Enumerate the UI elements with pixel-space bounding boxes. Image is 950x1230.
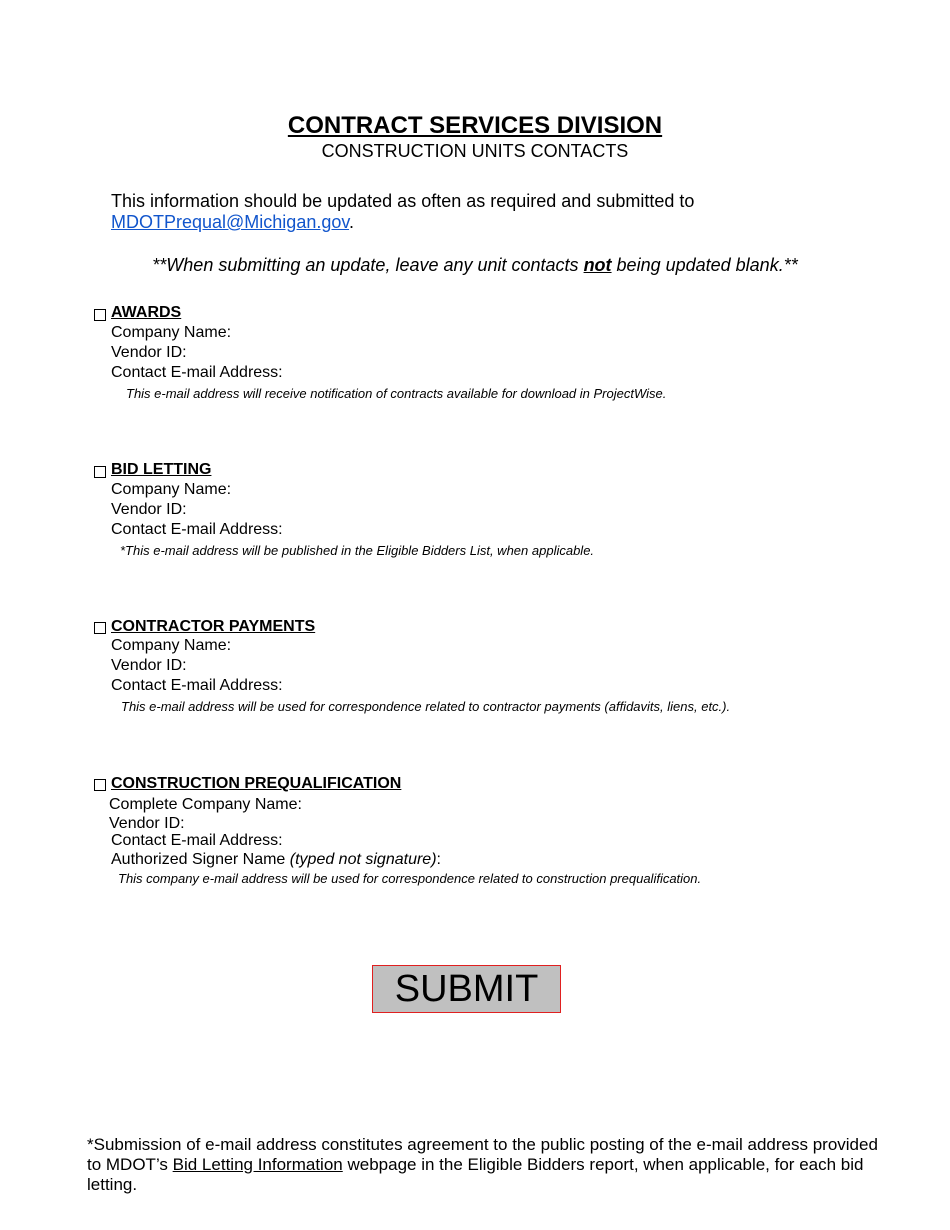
prequal-email-label: Contact E-mail Address:: [111, 832, 283, 849]
section-heading-awards: AWARDS: [111, 304, 182, 321]
signer-label-colon: :: [436, 851, 441, 868]
instruction-before: **When submitting an update, leave any unit contacts: [152, 255, 584, 275]
prequal-note: This company e-mail address will be used for correspondence related to construction prequalification.: [118, 871, 702, 886]
awards-note: This e-mail address will receive notification of contracts available for download in ProjectWise.: [126, 386, 667, 401]
contractor-payments-checkbox[interactable]: [94, 622, 106, 634]
section-heading-prequalification: CONSTRUCTION PREQUALIFICATION: [111, 775, 402, 792]
instruction-emphasis: not: [583, 255, 612, 275]
signer-label-text: Authorized Signer Name: [111, 851, 290, 868]
section-heading-contractor-payments: CONTRACTOR PAYMENTS: [111, 618, 316, 635]
footnote-after: webpage in the Eligible Bidders report, when applicable, for each bid letting.: [87, 1155, 864, 1194]
intro-text: This information should be updated as often as required and submitted to: [111, 191, 695, 211]
instruction-after: being updated blank.**: [611, 255, 798, 275]
prequal-company-name-label: Complete Company Name:: [109, 796, 302, 813]
payments-note: This e-mail address will be used for correspondence related to contractor payments (affidavits, liens, etc.).: [121, 699, 731, 714]
awards-checkbox[interactable]: [94, 309, 106, 321]
footnote-before: *Submission of e-mail address constitutes agreement to the public posting of the e-mail address provided to MDOT’s: [87, 1135, 878, 1174]
awards-vendor-id-label: Vendor ID:: [111, 344, 187, 361]
submit-button[interactable]: SUBMIT: [372, 965, 561, 1013]
update-instruction: [0, 255, 950, 276]
bid-letting-vendor-id-label: Vendor ID:: [111, 501, 187, 518]
intro-period: .: [349, 212, 355, 232]
awards-company-name-label: Company Name:: [111, 324, 232, 341]
email-link[interactable]: MDOTPrequal@Michigan.gov: [111, 212, 350, 232]
prequal-vendor-id-label: Vendor ID:: [109, 815, 185, 832]
payments-email-label: Contact E-mail Address:: [111, 677, 283, 694]
bid-letting-note: *This e-mail address will be published in the Eligible Bidders List, when applicable.: [120, 543, 595, 558]
page-subtitle: CONSTRUCTION UNITS CONTACTS: [321, 141, 629, 161]
bid-letting-company-name-label: Company Name:: [111, 481, 232, 498]
page-title: CONTRACT SERVICES DIVISION: [287, 112, 663, 139]
signer-label-italic: (typed not signature): [289, 851, 437, 868]
section-heading-bid-letting: BID LETTING: [111, 461, 212, 478]
payments-vendor-id-label: Vendor ID:: [111, 657, 187, 674]
payments-company-name-label: Company Name:: [111, 637, 232, 654]
prequal-signer-label: [111, 851, 441, 869]
bid-letting-email-label: Contact E-mail Address:: [111, 521, 283, 538]
prequalification-checkbox[interactable]: [94, 779, 106, 791]
bid-letting-info-link[interactable]: Bid Letting Information: [172, 1155, 343, 1174]
awards-email-label: Contact E-mail Address:: [111, 364, 283, 381]
intro-email-line: [111, 212, 354, 233]
bid-letting-checkbox[interactable]: [94, 466, 106, 478]
footnote: [87, 1135, 887, 1195]
